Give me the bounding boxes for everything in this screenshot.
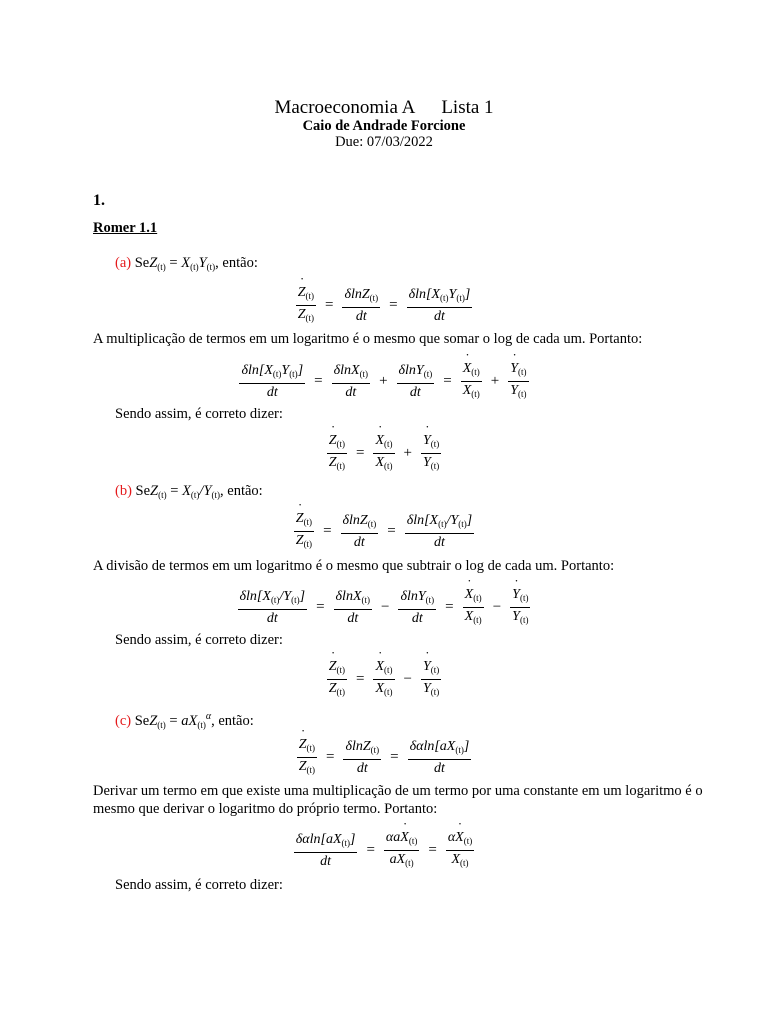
equation-b2: $\frac{\delta\ln[X_{(t)}/Y_{(t)}]}{dt}$ = $\frac{\delta\ln X_{(t)}}{dt}$ − $\frac{\delta\ln Y_{(t)}}{dt}$ = ˙ $\frac{X_{(t)}}{X_{(t)}}$ − ˙ $\frac{Y_{(t)}}{Y_{(t)}}$ — [0, 586, 768, 629]
part-a-label: (a) — [115, 255, 132, 271]
document-title — [0, 97, 768, 119]
list-name: Lista 1 — [441, 97, 494, 118]
equation-a-result: ˙ $\frac{Z_{(t)}}{Z_{(t)}}$ = ˙ $\frac{X_{(t)}}{X_{(t)}}$ + ˙ $\frac{Y_{(t)}}{Y_{(t)}}$ — [0, 432, 768, 475]
course-name: Macroeconomia A — [274, 97, 416, 118]
author-name: Caio de Andrade Forcione — [302, 118, 466, 134]
part-a-intro: (a) $SeZ_{(t)} = X_{(t)}Y_{(t)}$, então: — [115, 255, 258, 272]
equation-a2: $\frac{\delta\ln[X_{(t)}Y_{(t)}]}{dt}$ = $\frac{\delta\ln X_{(t)}}{dt}$ + $\frac{\delta\ln Y_{(t)}}{dt}$ = ˙ $\frac{X_{(t)}}{X_{(t)}}$ + ˙ $\frac{Y_{(t)}}{Y_{(t)}}$ — [0, 360, 768, 403]
subsection-title: Romer 1.1 — [93, 220, 158, 236]
equation-c1: ˙ $\frac{Z_{(t)}}{Z_{(t)}}$ = $\frac{\delta\ln Z_{(t)}}{dt}$ = $\frac{\delta\alpha\ln[aX_{(t)}]}{dt}$ — [0, 736, 768, 779]
due-date: Due: 07/03/2022 — [335, 134, 433, 150]
part-c-explanation: Derivar um termo em que existe uma multiplicação de um termo por uma constante em um logaritmo é o mesmo que derivar o logaritmo do próprio termo. Portanto: — [93, 783, 703, 817]
part-b-intro: (b) $SeZ_{(t)} = X_{(t)}/Y_{(t)}$, então: — [115, 483, 263, 500]
part-b-conclusion: Sendo assim, é correto dizer: — [115, 632, 283, 648]
part-c-label: (c) — [115, 712, 132, 729]
section-number: 1. — [93, 192, 105, 209]
equation-b-result: ˙ $\frac{Z_{(t)}}{Z_{(t)}}$ = ˙ $\frac{X_{(t)}}{X_{(t)}}$ − ˙ $\frac{Y_{(t)}}{Y_{(t)}}$ — [0, 658, 768, 701]
part-c-intro: (c) $SeZ_{(t)} = aX_{(t)}^\alpha$, então: — [115, 711, 254, 730]
part-a-conclusion: Sendo assim, é correto dizer: — [115, 406, 283, 422]
equation-a1: ˙ $\frac{Z_{(t)}}{Z_{(t)}}$ = $\frac{\delta\ln Z_{(t)}}{dt}$ = $\frac{\delta\ln[X_{(t)}Y_{(t)}]}{dt}$ — [0, 284, 768, 327]
part-b-explanation: A divisão de termos em um logaritmo é o mesmo que subtrair o log de cada um. Portanto: — [93, 558, 615, 574]
part-b-label: (b) — [115, 483, 132, 499]
part-a-explanation: A multiplicação de termos em um logaritmo é o mesmo que somar o log de cada um. Portanto: — [93, 331, 643, 347]
equation-c2: $\frac{\delta\alpha\ln[aX_{(t)}]}{dt}$ = $\frac{\alpha a˙ X_{(t)}}{aX_{(t)}}$ = $\frac{\alpha˙ X_{(t)}}{X_{(t)}}$ — [0, 829, 768, 872]
equation-b1: ˙ $\frac{Z_{(t)}}{Z_{(t)}}$ = $\frac{\delta\ln Z_{(t)}}{dt}$ = $\frac{\delta\ln[X_{(t)}/Y_{(t)}]}{dt}$ — [0, 510, 768, 553]
part-c-conclusion: Sendo assim, é correto dizer: — [115, 877, 283, 893]
